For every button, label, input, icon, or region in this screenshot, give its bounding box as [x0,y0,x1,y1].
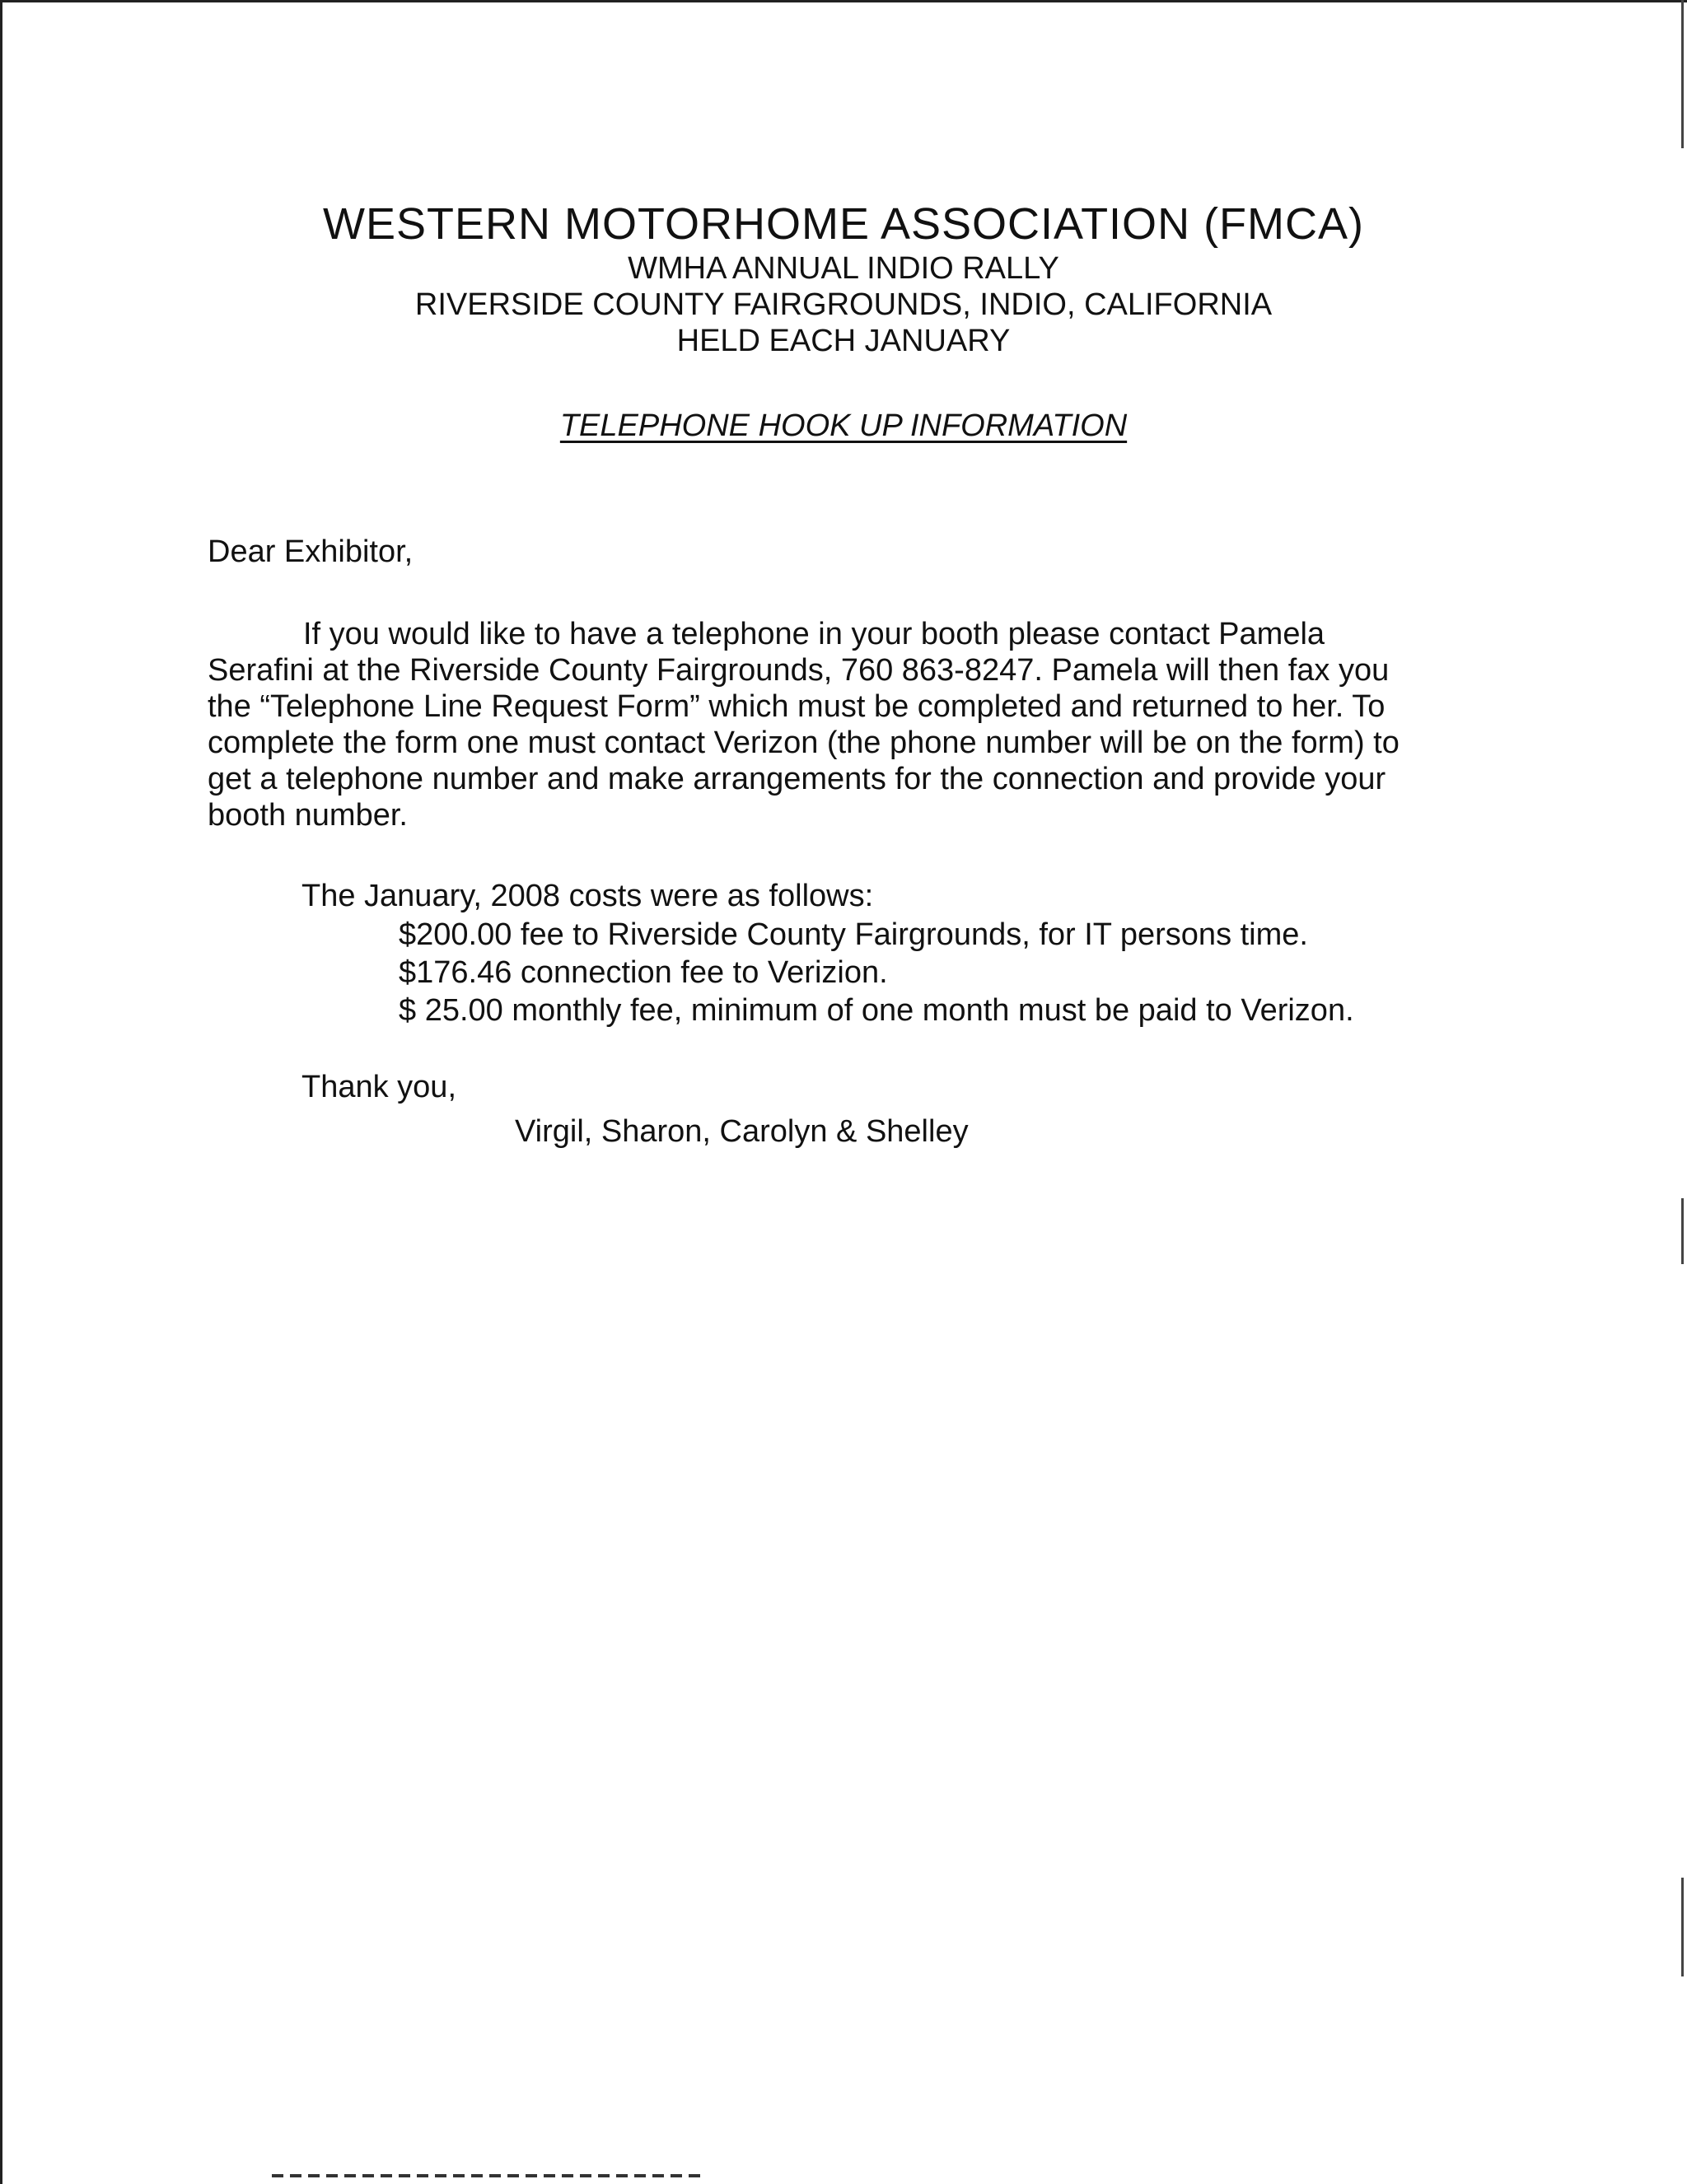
cost-item: $176.46 connection fee to Verizion. [399,955,888,990]
scan-edge-right-mark [1681,0,1684,148]
event-location: RIVERSIDE COUNTY FAIRGROUNDS, INDIO, CALIFORNIA [414,287,1273,322]
paragraph-line: booth number. [208,798,408,833]
event-schedule: HELD EACH JANUARY [676,324,1011,358]
closing: Thank you, [301,1070,456,1104]
section-heading: TELEPHONE HOOK UP INFORMATION [559,408,1128,443]
costs-intro: The January, 2008 costs were as follows: [301,879,874,913]
scan-edge-right-mark [1681,1198,1684,1264]
scan-edge-right-mark [1681,1878,1684,1976]
organization-title: WESTERN MOTORHOME ASSOCIATION (FMCA) [322,199,1365,249]
cost-item: $ 25.00 monthly fee, minimum of one month must be paid to Verizon. [399,993,1354,1028]
paragraph-line: the “Telephone Line Request Form” which must be completed and returned to her. To [208,689,1386,724]
paragraph-line: get a telephone number and make arrangements for the connection and provide your [208,762,1386,796]
letter-header [0,198,1687,359]
cost-item: $200.00 fee to Riverside County Fairgrounds, for IT persons time. [399,917,1308,952]
paragraph-line: If you would like to have a telephone in your booth please contact Pamela [303,617,1325,651]
paragraph-line: complete the form one must contact Verizon (the phone number will be on the form) to [208,726,1400,760]
body-paragraph [208,616,1476,833]
event-name: WMHA ANNUAL INDIO RALLY [628,251,1059,286]
signature-names: Virgil, Sharon, Carolyn & Shelley [515,1114,969,1149]
scan-edge-top [0,0,1687,2]
salutation: Dear Exhibitor, [208,534,414,569]
scan-edge-bottom [272,2174,700,2177]
paragraph-line: Serafini at the Riverside County Fairgrounds, 760 863-8247. Pamela will then fax you [208,653,1390,688]
cost-list [399,916,1354,1029]
